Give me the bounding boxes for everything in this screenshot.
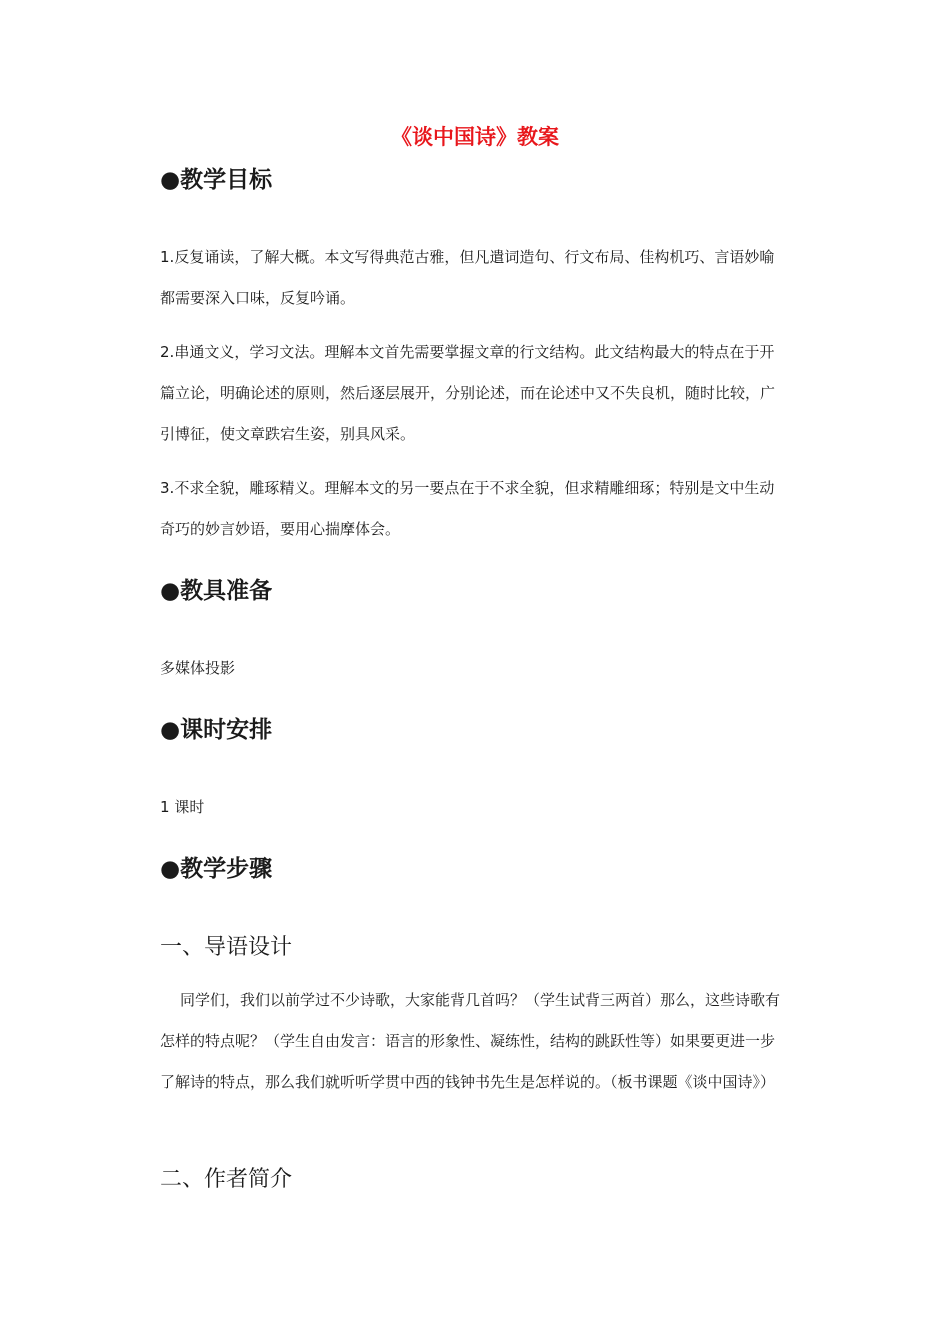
intro-paragraph: 同学们，我们以前学过不少诗歌，大家能背几首吗？（学生试背三两首）那么，这些诗歌有怎样的特点呢？（学生自由发言：语言的形象性、凝练性，结构的跳跃性等）如果要更进一步了解诗的特点，那么我们就听听学贯中西的钱钟书先生是怎样说的。（板书课题《谈中国诗》） — [160, 991, 781, 1091]
heading-objectives: ●教学目标 — [160, 167, 273, 193]
objective-item-3-text: 不求全貌，雕琢精义。理解本文的另一要点在于不求全貌，但求精雕细琢；特别是文中生动奇巧的妙言妙语，要用心揣摩体会。 — [160, 479, 775, 538]
objective-item-1-number: 1. — [160, 248, 175, 266]
objective-item-2-text: 串通文义，学习文法。理解本文首先需要掌握文章的行文结构。此文结构最大的特点在于开篇立论，明确论述的原则，然后逐层展开，分别论述，而在论述中又不失良机，随时比较，广引博征，使文章跌宕生姿，别具风采。 — [160, 343, 776, 443]
schedule-unit: 课时 — [174, 798, 205, 816]
materials-text: 多媒体投影 — [160, 659, 236, 677]
heading-materials: ●教具准备 — [160, 578, 273, 604]
objective-item-3 — [160, 468, 788, 550]
heading-intro-design: 一、导语设计 — [160, 935, 293, 960]
objective-item-2-number: 2. — [160, 343, 175, 361]
objective-item-1 — [160, 237, 788, 319]
heading-steps: ●教学步骤 — [160, 856, 273, 882]
objective-item-3-number: 3. — [160, 479, 175, 497]
document-title: 《谈中国诗》教案 — [391, 125, 559, 149]
schedule-text — [160, 787, 788, 828]
objective-item-2 — [160, 332, 788, 455]
objective-item-1-text: 反复诵读，了解大概。本文写得典范古雅，但凡遣词造句、行文布局、佳构机巧、言语妙喻都需要深入口味，反复吟诵。 — [160, 248, 775, 307]
heading-schedule: ●课时安排 — [160, 717, 273, 743]
heading-author-intro: 二、作者简介 — [160, 1167, 293, 1192]
schedule-number: 1 — [160, 798, 170, 816]
